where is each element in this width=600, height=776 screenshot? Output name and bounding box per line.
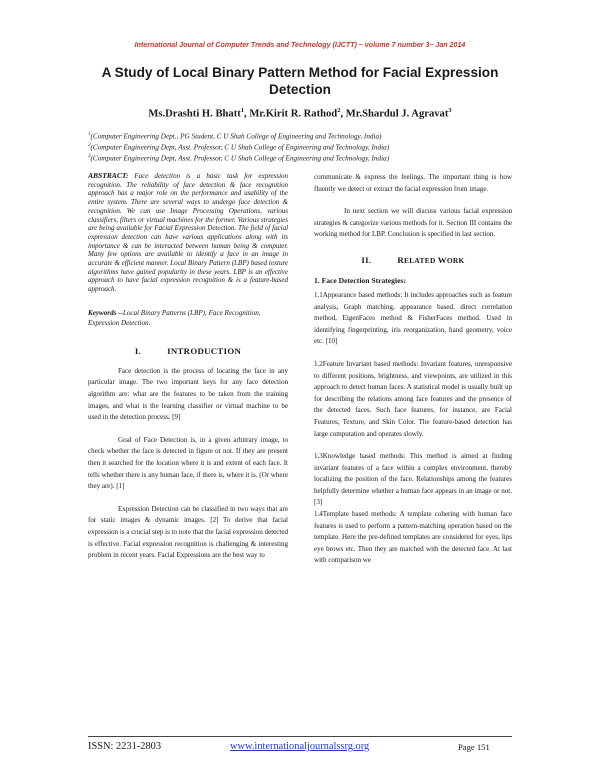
footer-page-number: Page 151 <box>458 742 490 752</box>
section-number: I. <box>134 345 142 356</box>
abstract-text: Face detection is a basic task for expression recognition. The reliability of face detection & face recognition approach has a major role on the performance and usability of the entire system. There are several ways to undergo face detection & recognition. We can use Image Processing Operations, various classifiers, filters or virtual machines for the former. Various strategies are being available for Facial Expression Detection. The field of facial expression detection can have various applications along with its importance & can be interacted between human being & computer. Many few options are available to identify a face in an image in accurate & efficient manner. Local Binary Pattern (LBP) based texture algorithms have gained popularity in these years. LBP is an effective approach to have facial expression recognition & is a feature-based approach. <box>88 172 288 294</box>
author-name: Ms.Drashti H. Bhatt <box>148 108 241 120</box>
paragraph: communicate & express the feelings. The important thing is how fluently we detect or extract the facial expression from image. <box>314 173 512 193</box>
section-title-rest: ELATED <box>403 255 438 265</box>
paragraph: 1.3Knowledge based methods: This method is aimed at finding invariant features of a face within a complex environment, thereby localizing the position of the face. Relationships among the features helpfully determine whether a human face appears in an image or not. [3] <box>314 452 512 507</box>
author-list <box>0 107 600 120</box>
paragraph: In next section we will discuss various facial expression strategies & categorize various methods for it. Section III contains the working method for LBP. Conclusion is specified in last section. <box>314 207 512 239</box>
abstract-label: ABSTRACT: <box>88 171 129 180</box>
section-heading-related-work <box>314 255 512 265</box>
subsection-heading: 1. Face Detection Strategies: <box>314 275 406 285</box>
footer-journal-link[interactable]: www.internationaljournalssrg.org <box>230 741 370 752</box>
section-title-initial: R <box>397 254 404 265</box>
author-sup: 3 <box>448 107 452 114</box>
journal-header: International Journal of Computer Trends and Technology (IJCTT) – volume 7 number 3– Jan 2014 <box>134 41 466 49</box>
author-name: Mr.Shardul J. Agravat <box>345 108 449 120</box>
author-sup: 2 <box>337 107 341 114</box>
keywords <box>88 308 288 328</box>
affiliation-sup: 1 <box>88 132 91 137</box>
affiliation <box>88 141 518 152</box>
paragraph: 1.4Template based methods: A template cohering with human face features is used to perform a pattern-matching operation based on the template. Here the pre-defined templates are considered for eyes, lips eye brows etc. Then they are matched with the detected face. At last with comparison we <box>314 510 512 565</box>
affiliation-text: (Computer Engineering Dept, Asst. Professor, C U Shah College of Engineering and Technology, India) <box>90 154 390 163</box>
affiliation-sup: 3 <box>88 154 91 159</box>
author-sup: 1 <box>240 107 245 114</box>
keywords-text: --Local Binary Patterns (LBP), Face Recognition, Expression Detection. <box>88 308 261 327</box>
paragraph: 1.1Appearance based methods: It includes approaches such as feature analysis, Graph matching, appearance based, direct correlation method, EigenFaces method & FisherFaces method. Used in identifying fingerprinting, iris reorganization, hand geometry, voice etc. [10] <box>314 290 512 346</box>
footer-divider <box>88 736 512 737</box>
paragraph: Face detection is the process of locating the face in any particular image. The two important keys for any face detection algorithm are: what are the features to be taken from the training images, and what is the learning classifier or virtual machine to be used in the detection process. [9] <box>88 366 288 422</box>
section-number: II. <box>361 254 372 265</box>
footer-issn: ISSN: 2231-2803 <box>88 741 162 752</box>
paragraph: 1.2Feature Invariant based methods: Invariant features, unresponsive to different positions, brightness, and viewpoints, are utilized in this approach to detect human faces. A statistical model is usually built up for describing the relations among face features and the presence of the detected faces. Such face features, for instance, are Facial Features, Texture, and Skin Color. The feature-based detection has large computation and operates slowly. <box>314 359 512 438</box>
affiliation <box>88 130 518 141</box>
section-title-initial: W <box>437 254 447 265</box>
author-name: Mr.Kirit R. Rathod <box>249 108 338 120</box>
affiliation-text: (Computer Engineering Dept, Asst. Professor, C U Shah College of Engineering and Technology, India) <box>90 143 390 152</box>
paragraph: Goal of Face Detection is, in a given arbitrary image, to check whether the face is detected in figure or not. If they are present then it searched for the location where it is and extent of each face. It tells whether there is any human face, if there is, where it is. (Or where they are). [1] <box>88 435 288 491</box>
paragraph: Expression Detection can be classified in two ways that are for static images & dynamic images. [2] To derive that facial expression is a crucial step is to note that the facial expression detected is effective. Facial expression recognition is challenging & interesting problem in recent years. Facial Expressions are the best way to <box>88 504 288 560</box>
abstract <box>88 172 288 294</box>
left-column <box>88 172 288 562</box>
section-title: INTRODUCTION <box>167 345 242 356</box>
right-column <box>314 172 512 567</box>
affiliation-text: (Computer Engineering Dept., PG Student, C U Shah College of Engineering and Technology, India) <box>90 132 382 141</box>
keywords-label: Keywords <box>88 308 117 317</box>
section-heading-introduction <box>88 346 288 356</box>
author-sep: , <box>340 108 346 120</box>
affiliation <box>88 152 518 163</box>
author-sep: , <box>244 108 250 120</box>
affiliation-sup: 2 <box>88 143 91 148</box>
paper-title: A Study of Local Binary Pattern Method for Facial Expression Detection <box>101 65 499 97</box>
section-title-rest: ORK <box>446 255 465 265</box>
